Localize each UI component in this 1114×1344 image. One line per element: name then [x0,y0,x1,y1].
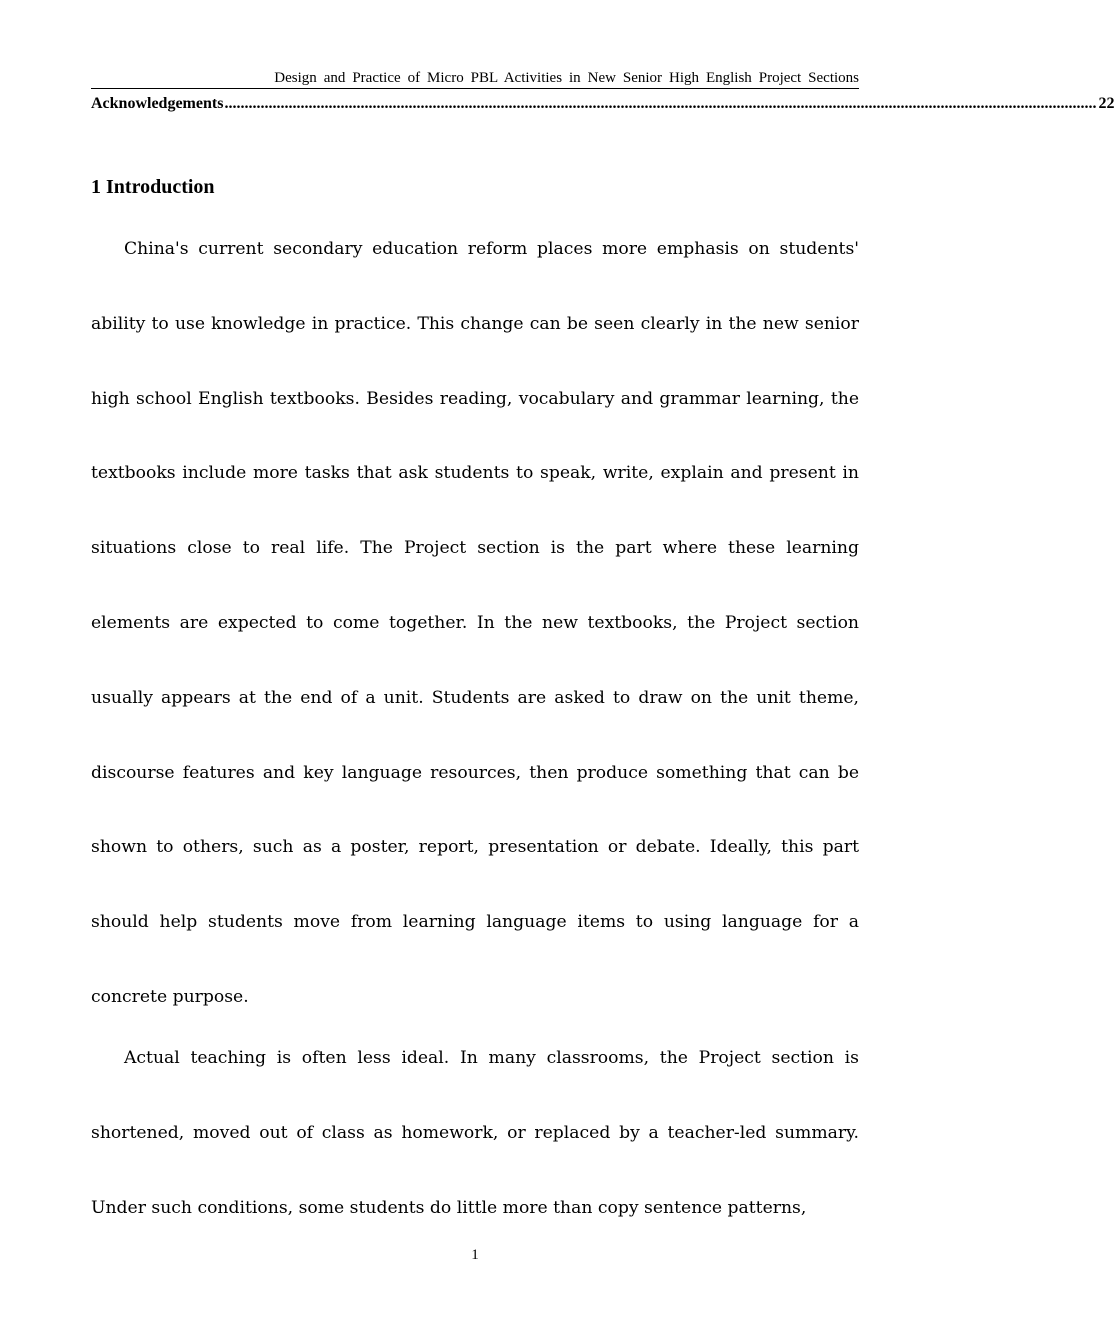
toc-entry-label: Acknowledgements [91,95,224,112]
toc-dot-leader: .......................................................................................................................................................................................................................... [224,95,1097,112]
section-heading: 1 Introduction [91,176,215,198]
toc-entry-page-number: 22 [1098,95,1114,112]
body-paragraph: Actual teaching is often less ideal. In many classrooms, the Project section is shortened, moved out of class as homework, or replaced by a teacher-led summary. Under such conditions, some students do little more than copy sentence patterns, [91,1048,859,1218]
body-paragraph: China's current secondary education reform places more emphasis on students' ability to use knowledge in practice. This change can be seen clearly in the new senior high school English textbooks. Besides reading, vocabulary and grammar learning, the textbooks include more tasks that ask students to speak, write, explain and present in situations close to real life. The Project section is the part where these learning elements are expected to come together. In the new textbooks, the Project section usually appears at the end of a unit. Students are asked to draw on the unit theme, discourse features and key language resources, then produce something that can be shown to others, such as a poster, report, presentation or debate. Ideally, this part should help students move from learning language items to using language for a concrete purpose. [91,239,859,1007]
document-page [91,0,1114,1344]
running-header: Design and Practice of Micro PBL Activities in New Senior High English Project Sections [91,69,859,89]
page-number: 1 [471,1247,479,1263]
toc-entry-acknowledgements [91,93,1114,115]
